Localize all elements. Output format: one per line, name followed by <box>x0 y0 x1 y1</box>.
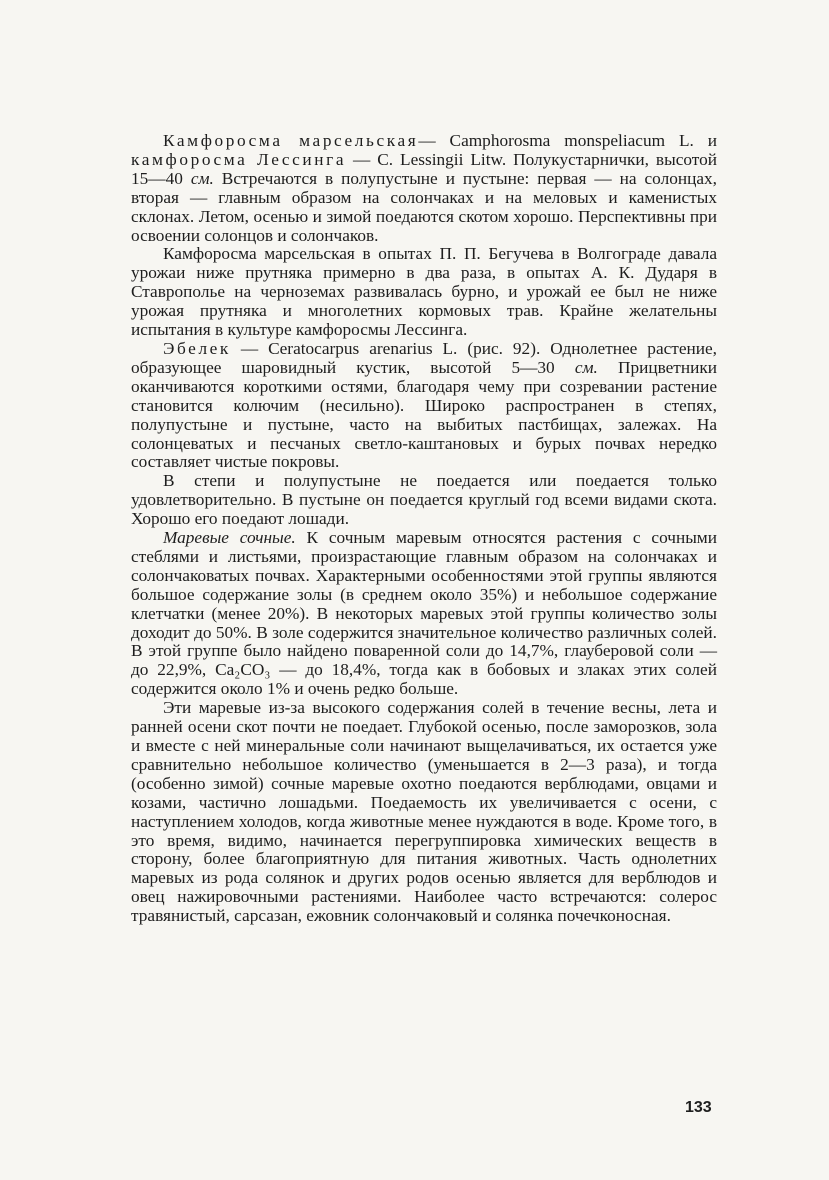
paragraph-succulent-grazing: Эти маревые из-за высокого содержания солей в течение весны, лета и ранней осени скот почти не поедает. Глубокой осенью, после заморозков, зола и вместе с ней минеральные соли начинают выщелачиваться, их остается уже сравнительно небольшое количество (уменьшается в 2—3 раза), и тогда (особенно зимой) сочные маревые охотно поедаются верблюдами, овцами и козами, частично лошадьми. Поедаемость их увеличивается с осени, с наступлением холодов, когда животные менее нуждаются в воде. Кроме того, в это время, видимо, начинается перегруппировка химических веществ в сторону, более благоприятную для питания животных. Часть однолетних маревых из рода солянок и других родов осенью является для верблюдов и овец нажировочными растениями. Наиболее часто встречаются: солерос травянистый, сарсазан, ежовник солончаковый и солянка почечконосная. <box>131 698 717 926</box>
paragraph-succulent-chenopods: Маревые сочные. К сочным маревым относятся растения с сочными стеблями и листьями, произрастающие главным образом на солончаках и солончаковатых почвах. Характерными особенностями этой группы являются большое содержание золы (в среднем около 35%) и небольшое содержание клетчатки (менее 20%). В некоторых маревых этой группы количество золы доходит до 50%. В золе содержится значительное количество различных солей. В этой группе было найдено поваренной соли до 14,7%, глауберовой соли — до 22,9%, Ca₂CO₃ — до 18,4%, тогда как в бобовых и злаках этих солей содержится около 1% и очень редко больше. <box>131 528 717 699</box>
chemical-formula: Ca₂CO₃ <box>215 660 271 680</box>
unit-cm: см. <box>574 357 598 377</box>
term-camphorosma-lessingii: камфоросма Лессинга <box>131 149 347 169</box>
body-text <box>131 132 717 926</box>
term-camphorosma-monspeliaca: Камфоросма марсельская <box>163 131 419 150</box>
paragraph-camphorosma-experiments: Камфоросма марсельская в опытах П. П. Бегучева в Волгограде давала урожаи ниже прутняка примерно в два раза, в опытах А. К. Дударя в Ставрополье на черноземах развивалась бурно, и урожай ее был не ниже урожая прутняка и многолетних кормовых трав. Крайне желательны испытания в культуре камфоросмы Лессинга. <box>131 244 717 340</box>
section-heading-succulent: Маревые сочные. <box>163 528 296 548</box>
paragraph-ebelek-grazing: В степи и полупустыне не поедается или поедается только удовлетворительно. В пустыне он поедается круглый год всеми видами скота. Хорошо его поедают лошади. <box>131 471 717 529</box>
term-ebelek: Эбелек <box>163 338 231 358</box>
unit-cm: см. <box>190 168 214 188</box>
page-number: 133 <box>685 1099 712 1116</box>
paragraph-camphorosma: Камфоросма марсельская— Camphorosma monspeliacum L. и камфоросма Лессинга — C. Lessingii Litw. Полукустарнички, высотой 15—40 см. Встречаются в полупустыне и пустыне: первая — на солонцах, вторая — главным образом на солончаках и на меловых и каменистых склонах. Летом, осенью и зимой поедаются скотом хорошо. Перспективны при освоении солонцов и солончаков. <box>131 131 717 245</box>
paragraph-ebelek: Эбелек — Ceratocarpus arenarius L. (рис. 92). Однолетнее растение, образующее шаровидный кустик, высотой 5—30 см. Прицветники оканчиваются короткими остями, благодаря чему при созревании растение становится колючим (несильно). Широко распространен в степях, полупустыне и пустыне, часто на выбитых пастбищах, залежах. На солонцеватых и песчаных светло-каштановых и бурых почвах нередко составляет чистые покровы. <box>131 338 717 472</box>
